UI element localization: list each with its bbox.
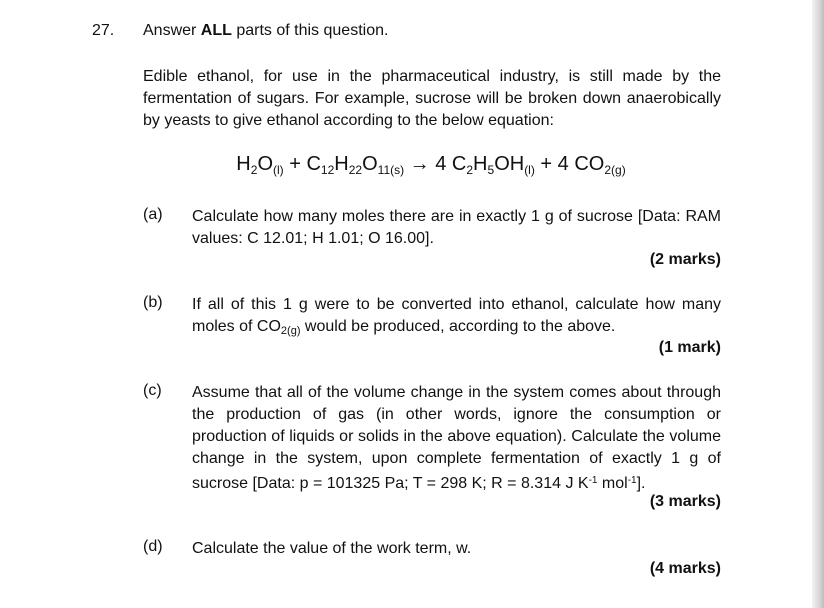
part-d-text: Calculate the value of the work term, w. <box>192 540 472 557</box>
part-a-text: Calculate how many moles there are in exactly 1 g of sucrose [Data: RAM values: C 12.01; H 1.01; O 16.00]. <box>192 208 721 247</box>
part-b-text-after: would be produced, according to the above. <box>300 318 616 335</box>
page-edge-shadow <box>812 0 824 608</box>
part-b-subscript: 2(g) <box>280 325 301 337</box>
equation-render: $H_2O_{(l)} + C_{12}H_{22}O_{11(s)} \to 4$ $C_2H_5OH_{(l)} + 4$ $CO_{2(g)}$ <box>236 153 626 177</box>
part-c-text <box>192 382 721 495</box>
question-instruction <box>143 22 388 40</box>
part-b-text <box>192 294 721 342</box>
question-intro: Edible ethanol, for use in the pharmaceutical industry, is still made by the fermentation of sugars. For example, sucrose will be broken down anaerobically by yeasts to give ethanol according to the below equation: <box>143 68 721 129</box>
part-c-text-before: Assume that all of the volume change in the system comes about through the production of gas (in other words, ignore the consumption or production of liquids or solids in the above equation). Calculate the volume change in the system, upon complete fermentation of exactly 1 g of sucrose [Data: p = 101325 Pa; T = 298 K; R = 8.314 J K <box>192 384 721 492</box>
part-c-text-mid: mol <box>597 475 628 492</box>
part-d-label: (d) <box>143 538 163 555</box>
part-c-label: (c) <box>143 382 162 399</box>
instruction-prefix: Answer <box>143 22 201 39</box>
part-d-marks: (4 marks) <box>649 560 721 577</box>
part-b-label: (b) <box>143 294 163 311</box>
question-number: 27. <box>92 22 115 39</box>
part-a-marks: (2 marks) <box>649 251 721 268</box>
part-c-text-after: ]. <box>636 475 646 492</box>
part-c-sup2: -1 <box>627 475 637 486</box>
part-b-text-before: If all of this 1 g were to be converted into ethanol, calculate how many moles of CO <box>192 296 721 335</box>
part-c-marks: (3 marks) <box>649 493 721 510</box>
chemical-equation <box>0 153 824 177</box>
part-b-marks: (1 mark) <box>658 339 721 356</box>
instruction-bold: ALL <box>200 22 232 39</box>
part-a-label: (a) <box>143 206 163 223</box>
part-c-sup1: -1 <box>588 475 598 486</box>
instruction-suffix: parts of this question. <box>231 22 389 39</box>
